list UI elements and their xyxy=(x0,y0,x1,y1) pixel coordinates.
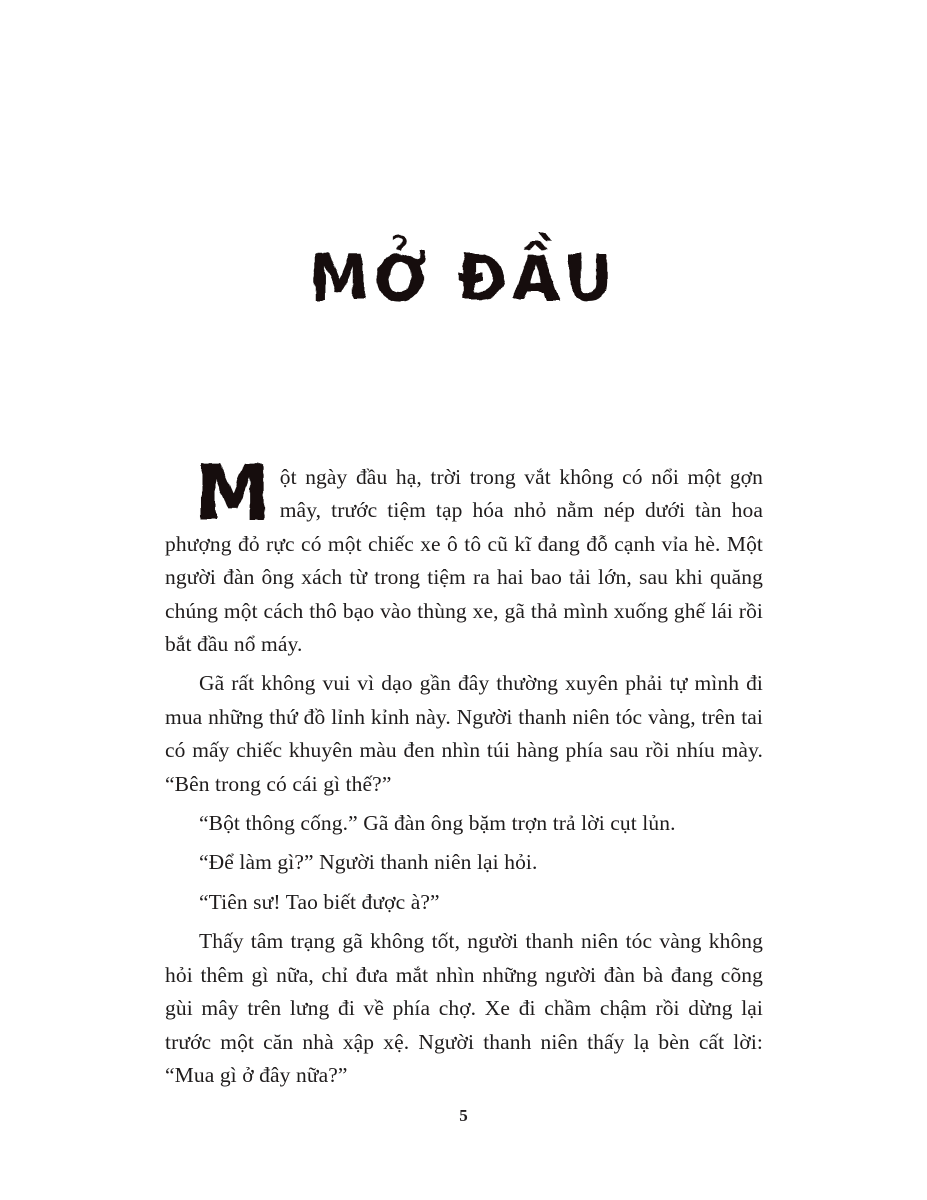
dropcap-letter: M xyxy=(195,448,271,537)
paragraph-opening xyxy=(165,448,763,661)
paragraph: Thấy tâm trạng gã không tốt, người thanh niên tóc vàng không hỏi thêm gì nữa, chỉ đưa mắt nhìn những người đàn bà đang cõng gùi mây trên lưng đi về phía chợ. Xe đi chầm chậm rồi dừng lại trước một căn nhà xập xệ. Người thanh niên thấy lạ bèn cất lời: “Mua gì ở đây nữa?” xyxy=(165,929,763,1087)
paragraph-dialogue: “Bột thông cống.” Gã đàn ông bặm trợn trả lời cụt lủn. xyxy=(199,811,676,836)
paragraph-dialogue: “Để làm gì?” Người thanh niên lại hỏi. xyxy=(199,850,538,875)
body-text xyxy=(165,448,763,1098)
chapter-title: MỞ ĐẦU xyxy=(309,242,618,316)
paragraph: Gã rất không vui vì dạo gần đây thường xuyên phải tự mình đi mua những thứ đồ lỉnh kỉnh này. Người thanh niên tóc vàng, trên tai có mấy chiếc khuyên màu đen nhìn túi hàng phía sau rồi nhíu mày. “Bên trong có cái gì thế?” xyxy=(165,671,763,796)
paragraph-dialogue: “Tiên sư! Tao biết được à?” xyxy=(199,889,440,914)
paragraph-text: ột ngày đầu hạ, trời trong vắt không có nổi một gợn mây, trước tiệm tạp hóa nhỏ nằm nép dưới tàn hoa phượng đỏ rực có một chiếc xe ô tô cũ kĩ đang đỗ cạnh vỉa hè. Một người đàn ông xách từ trong tiệm ra hai bao tải lớn, sau khi quăng chúng một cách thô bạo vào thùng xe, gã thả mình xuống ghế lái rồi bắt đầu nổ máy. xyxy=(165,465,763,657)
page-number: 5 xyxy=(459,1106,468,1125)
